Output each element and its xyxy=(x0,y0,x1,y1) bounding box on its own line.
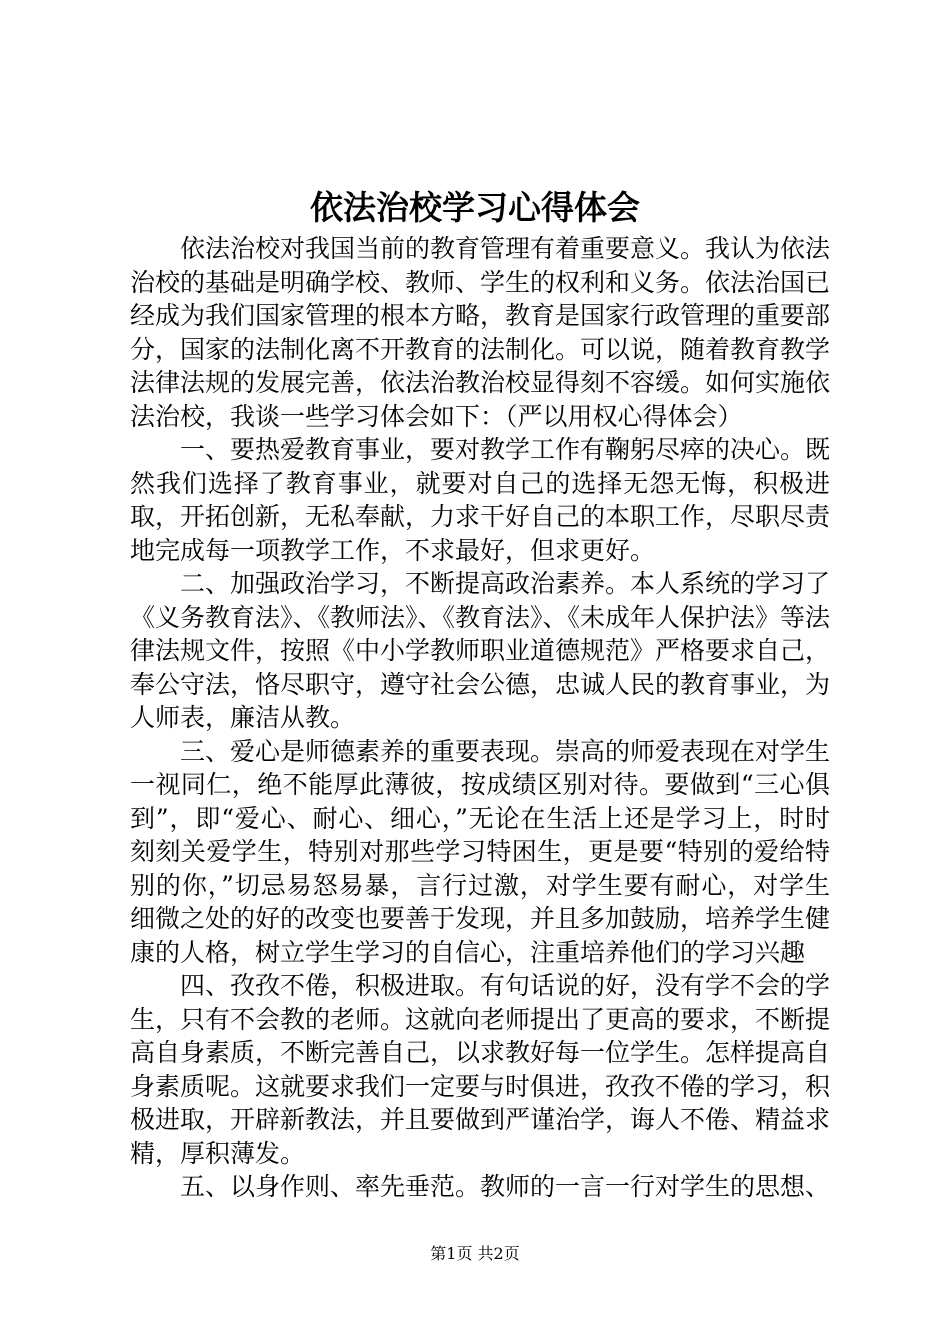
document-title: 依法治校学习心得体会 xyxy=(310,188,640,227)
paragraph-1: 一、要热爱教育事业，要对教学工作有鞠躬尽瘁的决心。既然我们选择了教育事业，就要对自己的选择无怨无悔，积极进取，开拓创新，无私奉献，力求干好自己的本职工作，尽职尽责地完成每一项教学工作，不求最好，但求更好。 xyxy=(130,435,831,565)
page-number-footer: 第1页 共2页 xyxy=(430,1244,520,1263)
paragraph-intro: 依法治校对我国当前的教育管理有着重要意义。我认为依法治校的基础是明确学校、教师、学生的权利和义务。依法治国已经成为我们国家管理的根本方略，教育是国家行政管理的重要部分，国家的法制化离不开教育的法制化。可以说，随着教育教学法律法规的发展完善，依法治教治校显得刻不容缓。如何实施依法治校，我谈一些学习体会如下：（严以用权心得体会） xyxy=(130,234,831,431)
document-body xyxy=(130,232,830,1204)
paragraph-4: 四、孜孜不倦，积极进取。有句话说的好，没有学不会的学生，只有不会教的老师。这就向老师提出了更高的要求，不断提高自身素质，不断完善自己，以求教好每一位学生。怎样提高自身素质呢。这就要求我们一定要与时俱进，孜孜不倦的学习，积极进取，开辟新教法，并且要做到严谨治学，诲人不倦、精益求精，厚积薄发。 xyxy=(130,971,831,1168)
paragraph-2: 二、加强政治学习，不断提高政治素养。本人系统的学习了《义务教育法》、《教师法》、《教育法》、《未成年人保护法》等法律法规文件，按照《中小学教师职业道德规范》严格要求自己，奉公守法，恪尽职守，遵守社会公德，忠诚人民的教育事业，为人师表，廉洁从教。 xyxy=(130,569,831,732)
paragraph-3: 三、爱心是师德素养的重要表现。崇高的师爱表现在对学生一视同仁，绝不能厚此薄彼，按成绩区别对待。要做到“三心俱到”，即“爱心、耐心、细心，”无论在生活上还是学习上，时时刻刻关爱学生，特别对那些学习特困生，更是要“特别的爱给特别的你，”切忌易怒易暴，言行过激，对学生要有耐心，对学生细微之处的好的改变也要善于发现，并且多加鼓励，培养学生健康的人格，树立学生学习的自信心，注重培养他们的学习兴趣 xyxy=(130,736,831,967)
paragraph-5: 五、以身作则、率先垂范。教师的一言一行对学生的思想、 xyxy=(180,1172,831,1201)
